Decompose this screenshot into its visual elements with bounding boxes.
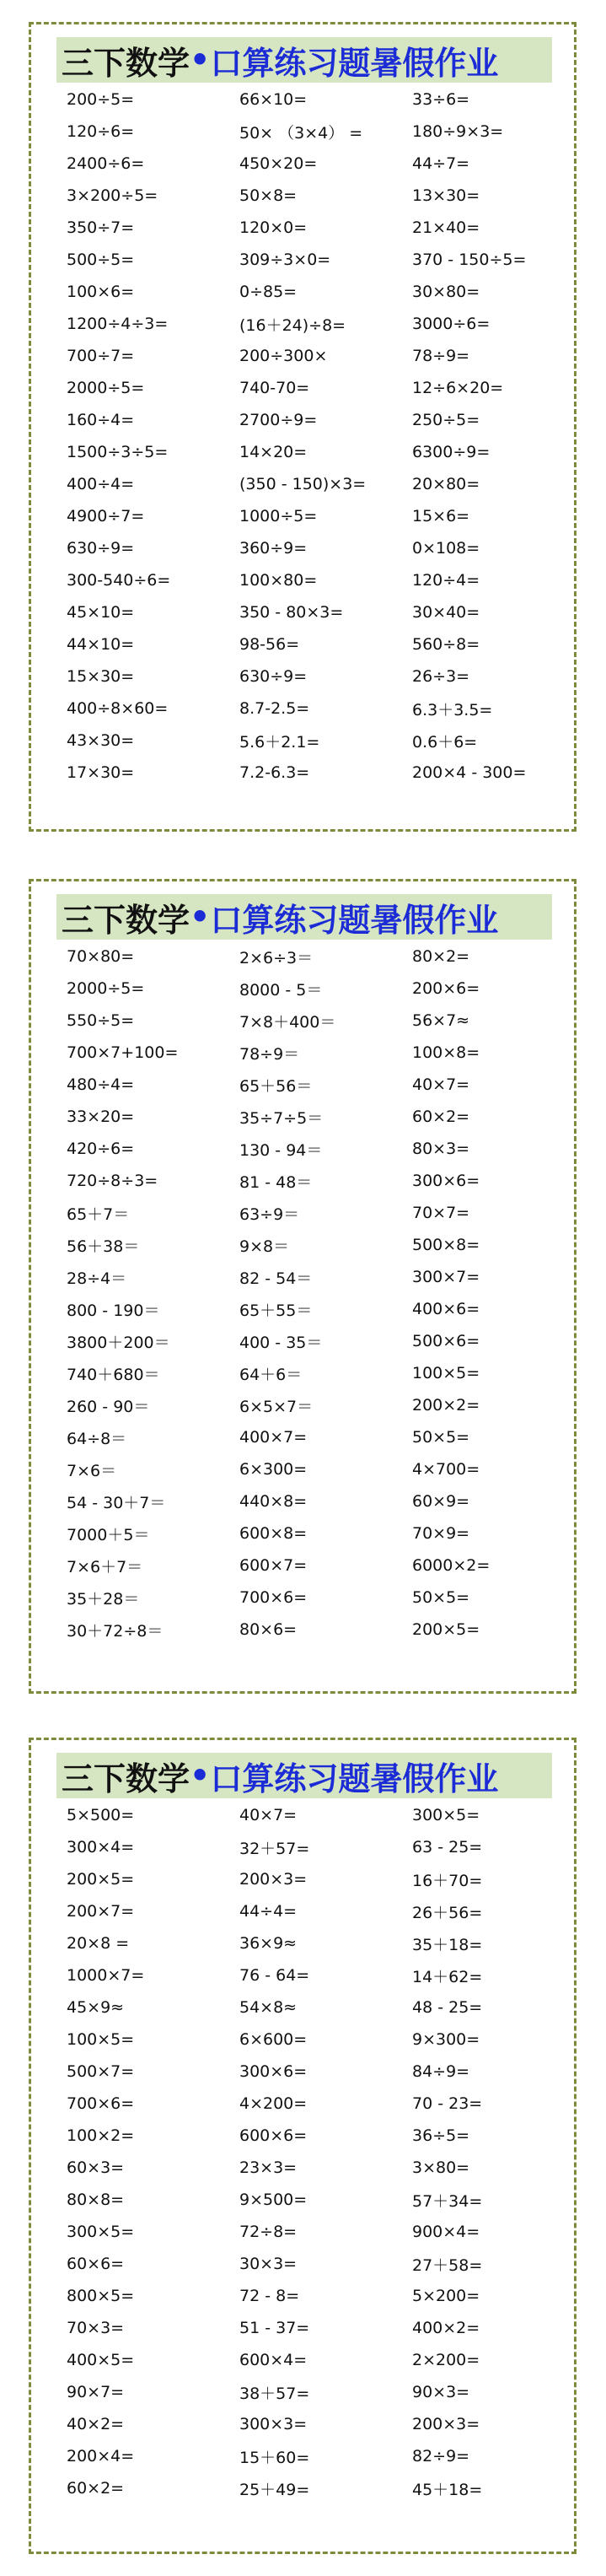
- problem-row: [67, 596, 564, 628]
- worksheet-section-1: [29, 22, 577, 832]
- math-problem: 100×5=: [67, 2030, 135, 2049]
- math-problem: 7.2-6.3=: [239, 763, 310, 782]
- math-problem: 120÷6=: [67, 122, 135, 141]
- math-problem: 1000÷5=: [239, 507, 318, 525]
- math-problem: 700×7+100=: [67, 1043, 179, 1062]
- problem-grid: [67, 1799, 564, 2504]
- math-problem: 100×8=: [412, 1043, 480, 1062]
- math-problem: 36×9≈: [239, 1934, 298, 1953]
- problem-row: [67, 404, 564, 436]
- math-problem: 35＋18=: [412, 1935, 483, 1954]
- math-problem: 70×3=: [67, 2319, 125, 2337]
- math-problem: 56＋38＝: [67, 1237, 140, 1256]
- problem-row: [67, 2088, 564, 2120]
- math-problem: 2700÷9=: [239, 411, 318, 429]
- problem-row: [67, 436, 564, 468]
- math-problem: 12÷6×20=: [412, 379, 504, 397]
- math-problem: 0÷85=: [239, 283, 298, 301]
- math-problem: 100×80=: [239, 571, 318, 590]
- math-problem: 3×200÷5=: [67, 186, 158, 205]
- math-problem: 54 - 30＋7＝: [67, 1493, 166, 1512]
- problem-row: [67, 1069, 564, 1101]
- math-problem: 70×7=: [412, 1204, 470, 1222]
- math-problem: 15×30=: [67, 667, 135, 686]
- problem-grid: [67, 84, 564, 789]
- math-problem: 120÷4=: [412, 571, 480, 590]
- problem-row: [67, 1133, 564, 1165]
- math-problem: 180÷9×3=: [412, 122, 504, 141]
- math-problem: 200×4 - 300=: [412, 763, 527, 782]
- math-problem: 350÷7=: [67, 218, 135, 237]
- math-problem: 600×7=: [239, 1556, 308, 1575]
- math-problem: 7×6＋7＝: [67, 1557, 143, 1576]
- math-problem: 6×600=: [239, 2030, 308, 2049]
- title-subject: 三下数学: [62, 901, 190, 939]
- math-problem: 200×7=: [67, 1902, 135, 1921]
- math-problem: 65＋7＝: [67, 1204, 130, 1224]
- math-problem: 82 - 54＝: [239, 1269, 313, 1288]
- problem-row: [67, 244, 564, 276]
- math-problem: 480÷4=: [67, 1075, 135, 1094]
- math-problem: 45＋18=: [412, 2480, 483, 2499]
- math-problem: 450×20=: [239, 154, 318, 173]
- problem-row: [67, 940, 564, 973]
- problem-row: [67, 2376, 564, 2408]
- math-problem: 27＋58=: [412, 2255, 483, 2275]
- math-problem: 9×500=: [239, 2191, 308, 2209]
- math-problem: 4×700=: [412, 1460, 480, 1479]
- math-problem: 9×8＝: [239, 1237, 290, 1256]
- math-problem: 500×7=: [67, 2062, 135, 2081]
- problem-row: [67, 1517, 564, 1549]
- math-problem: 35＋28＝: [67, 1589, 140, 1609]
- math-problem: 700×6=: [239, 1588, 308, 1607]
- math-problem: 560÷8=: [412, 635, 480, 654]
- title-subject: 三下数学: [62, 1760, 190, 1797]
- math-problem: 5×200=: [412, 2287, 480, 2305]
- math-problem: 6000×2=: [412, 1556, 491, 1575]
- problem-row: [67, 1357, 564, 1389]
- problem-row: [67, 1037, 564, 1069]
- math-problem: 1000×7=: [67, 1966, 145, 1985]
- problem-row: [67, 1229, 564, 1261]
- math-problem: 160÷4=: [67, 411, 135, 429]
- problem-row: [67, 2344, 564, 2376]
- math-problem: 200×4=: [67, 2447, 135, 2466]
- math-problem: 440×8=: [239, 1492, 308, 1511]
- math-problem: 3×80=: [412, 2158, 470, 2177]
- problem-row: [67, 212, 564, 244]
- problem-row: [67, 116, 564, 148]
- math-problem: 400×7=: [239, 1428, 308, 1447]
- math-problem: 4900÷7=: [67, 507, 145, 525]
- problem-row: [67, 2056, 564, 2088]
- math-problem: 16＋70=: [412, 1871, 483, 1890]
- problem-row: [67, 1895, 564, 1927]
- problem-row: [67, 1799, 564, 1831]
- math-problem: 80×3=: [412, 1140, 470, 1158]
- math-problem: 300-540÷6=: [67, 571, 171, 590]
- math-problem: 300×3=: [239, 2415, 308, 2433]
- math-problem: 30＋72÷8＝: [67, 1621, 164, 1641]
- math-problem: 80×2=: [412, 947, 470, 966]
- math-problem: 64＋6＝: [239, 1365, 303, 1384]
- math-problem: 300×7=: [412, 1268, 480, 1286]
- math-problem: 80×8=: [67, 2191, 125, 2209]
- math-problem: 50×5=: [412, 1588, 470, 1607]
- problem-row: [67, 2440, 564, 2472]
- problem-grid: [67, 940, 564, 1646]
- math-problem: 2×6÷3＝: [239, 948, 314, 967]
- math-problem: 309÷3×0=: [239, 251, 331, 269]
- math-problem: 7000＋5＝: [67, 1525, 150, 1544]
- math-problem: 40×2=: [67, 2415, 125, 2433]
- problem-row: [67, 532, 564, 564]
- problem-row: [67, 2120, 564, 2152]
- problem-row: [67, 372, 564, 404]
- math-problem: 80×6=: [239, 1620, 298, 1639]
- problem-row: [67, 2216, 564, 2248]
- math-problem: 200÷5=: [67, 90, 135, 109]
- math-problem: 300×4=: [67, 1838, 135, 1857]
- math-problem: 33×20=: [67, 1107, 135, 1126]
- problem-row: [67, 2184, 564, 2216]
- problem-row: [67, 2248, 564, 2280]
- title-topic: 口算练习题暑假作业: [210, 901, 499, 939]
- math-problem: 65＋55＝: [239, 1301, 313, 1320]
- math-problem: 550÷5=: [67, 1011, 135, 1030]
- problem-row: [67, 340, 564, 372]
- math-problem: 48 - 25=: [412, 1998, 483, 2017]
- math-problem: 76 - 64=: [239, 1966, 310, 1985]
- math-problem: 2000÷5=: [67, 379, 145, 397]
- problem-row: [67, 725, 564, 757]
- math-problem: 600×8=: [239, 1524, 308, 1543]
- math-problem: 45×9≈: [67, 1998, 125, 2017]
- math-problem: 65＋56＝: [239, 1076, 313, 1096]
- math-problem: 72÷8=: [239, 2223, 298, 2241]
- math-problem: 200×5=: [412, 1620, 480, 1639]
- math-problem: 13×30=: [412, 186, 480, 205]
- math-problem: 17×30=: [67, 763, 135, 782]
- math-problem: 54×8≈: [239, 1998, 298, 2017]
- math-problem: 200×3=: [412, 2415, 480, 2433]
- math-problem: 6×300=: [239, 1460, 308, 1479]
- math-problem: 40×7=: [239, 1806, 298, 1824]
- math-problem: 9×300=: [412, 2030, 480, 2049]
- math-problem: 50×5=: [412, 1428, 470, 1447]
- problem-row: [67, 148, 564, 180]
- math-problem: 28÷4＝: [67, 1269, 127, 1288]
- math-problem: 6.3＋3.5=: [412, 700, 493, 719]
- problem-row: [67, 1863, 564, 1895]
- title-subject: 三下数学: [62, 44, 190, 82]
- math-problem: 2000÷5=: [67, 979, 145, 998]
- math-problem: 78÷9＝: [239, 1044, 300, 1064]
- math-problem: 400×6=: [412, 1300, 480, 1318]
- math-problem: 44÷4=: [239, 1902, 298, 1921]
- math-problem: 100×2=: [67, 2126, 135, 2145]
- problem-row: [67, 500, 564, 532]
- math-problem: 500÷5=: [67, 251, 135, 269]
- problem-row: [67, 1831, 564, 1863]
- worksheet-section-2: [29, 879, 577, 1694]
- math-problem: 50×8=: [239, 186, 298, 205]
- math-problem: 2×200=: [412, 2351, 480, 2369]
- math-problem: 400÷4=: [67, 475, 135, 493]
- math-problem: 300×5=: [412, 1806, 480, 1824]
- problem-row: [67, 1005, 564, 1037]
- math-problem: 90×3=: [412, 2383, 470, 2401]
- math-problem: 5.6＋2.1=: [239, 732, 320, 752]
- math-problem: 260 - 90＝: [67, 1397, 150, 1416]
- problem-row: [67, 628, 564, 660]
- math-problem: 33÷6=: [412, 90, 470, 109]
- math-problem: 40×7=: [412, 1075, 470, 1094]
- problem-row: [67, 2152, 564, 2184]
- math-problem: 64÷8＝: [67, 1429, 127, 1448]
- math-problem: 120×0=: [239, 218, 308, 237]
- math-problem: 14＋62=: [412, 1967, 483, 1986]
- math-problem: 2400÷6=: [67, 154, 145, 173]
- math-problem: 51 - 37=: [239, 2319, 310, 2337]
- math-problem: 500×8=: [412, 1236, 480, 1254]
- math-problem: 70×80=: [67, 947, 135, 966]
- math-problem: 82÷9=: [412, 2447, 470, 2466]
- math-problem: 420÷6=: [67, 1140, 135, 1158]
- problem-row: [67, 2472, 564, 2504]
- problem-row: [67, 2408, 564, 2440]
- math-problem: 900×4=: [412, 2223, 480, 2241]
- math-problem: 200×2=: [412, 1396, 480, 1415]
- problem-row: [67, 84, 564, 116]
- problem-row: [67, 2024, 564, 2056]
- math-problem: 800 - 190＝: [67, 1301, 160, 1320]
- math-problem: 130 - 94＝: [239, 1140, 323, 1160]
- math-problem: 30×80=: [412, 283, 480, 301]
- math-problem: 20×80=: [412, 475, 480, 493]
- problem-row: [67, 180, 564, 212]
- math-problem: 90×7=: [67, 2383, 125, 2401]
- problem-row: [67, 1582, 564, 1614]
- math-problem: 60×2=: [412, 1107, 470, 1126]
- math-problem: 600×6=: [239, 2126, 308, 2145]
- math-problem: 200÷300×: [239, 347, 328, 365]
- math-problem: 3000÷6=: [412, 315, 491, 333]
- problem-row: [67, 1959, 564, 1991]
- math-problem: 26＋56=: [412, 1903, 483, 1922]
- problem-row: [67, 1614, 564, 1646]
- problem-row: [67, 1325, 564, 1357]
- math-problem: 1200÷4÷3=: [67, 315, 169, 333]
- worksheet-title: [56, 1753, 552, 1798]
- math-problem: 38＋57=: [239, 2384, 310, 2403]
- problem-row: [67, 1389, 564, 1421]
- problem-row: [67, 1165, 564, 1197]
- math-problem: 700×6=: [67, 2094, 135, 2113]
- math-problem: 45×10=: [67, 603, 135, 622]
- problem-row: [67, 1927, 564, 1959]
- math-problem: 81 - 48＝: [239, 1172, 313, 1192]
- problem-row: [67, 1549, 564, 1582]
- math-problem: 400×2=: [412, 2319, 480, 2337]
- math-problem: 32＋57=: [239, 1839, 310, 1858]
- math-problem: 98-56=: [239, 635, 300, 654]
- math-problem: 100×5=: [412, 1364, 480, 1382]
- title-topic: 口算练习题暑假作业: [210, 1760, 499, 1797]
- math-problem: (350 - 150)×3=: [239, 475, 367, 493]
- problem-row: [67, 564, 564, 596]
- math-problem: 7×8＋400＝: [239, 1012, 336, 1032]
- math-problem: 56×7≈: [412, 1011, 470, 1030]
- math-problem: 63÷9＝: [239, 1204, 300, 1224]
- math-problem: 400×5=: [67, 2351, 135, 2369]
- problem-row: [67, 308, 564, 340]
- math-problem: 60×6=: [67, 2255, 125, 2273]
- math-problem: 7×6＝: [67, 1461, 117, 1480]
- problem-row: [67, 1991, 564, 2024]
- math-problem: 14×20=: [239, 443, 308, 461]
- math-problem: 200×5=: [67, 1870, 135, 1889]
- math-problem: 360÷9=: [239, 539, 308, 558]
- title-topic: 口算练习题暑假作业: [210, 44, 499, 82]
- math-problem: 60×2=: [67, 2479, 125, 2498]
- math-problem: 400 - 35＝: [239, 1333, 323, 1352]
- math-problem: 700÷7=: [67, 347, 135, 365]
- problem-row: [67, 2280, 564, 2312]
- math-problem: 25＋49=: [239, 2480, 310, 2499]
- math-problem: 350 - 80×3=: [239, 603, 344, 622]
- worksheet-section-3: [29, 1738, 577, 2554]
- math-problem: 100×6=: [67, 283, 135, 301]
- math-problem: 30×40=: [412, 603, 480, 622]
- math-problem: 0.6＋6=: [412, 732, 478, 752]
- problem-row: [67, 1293, 564, 1325]
- math-problem: 6300÷9=: [412, 443, 491, 461]
- math-problem: 370 - 150÷5=: [412, 251, 527, 269]
- math-problem: 60×9=: [412, 1492, 470, 1511]
- math-problem: 84÷9=: [412, 2062, 470, 2081]
- math-problem: 70 - 23=: [412, 2094, 483, 2113]
- math-problem: 300×6=: [239, 2062, 308, 2081]
- math-problem: 72 - 8=: [239, 2287, 300, 2305]
- math-problem: 600×4=: [239, 2351, 308, 2369]
- math-problem: 800×5=: [67, 2287, 135, 2305]
- math-problem: 20×8 =: [67, 1934, 130, 1953]
- math-problem: 15×6=: [412, 507, 470, 525]
- math-problem: 44÷7=: [412, 154, 470, 173]
- problem-row: [67, 1421, 564, 1453]
- math-problem: 23×3=: [239, 2158, 298, 2177]
- math-problem: 300×6=: [412, 1172, 480, 1190]
- math-problem: 200×3=: [239, 1870, 308, 1889]
- math-problem: 78÷9=: [412, 347, 470, 365]
- problem-row: [67, 660, 564, 693]
- math-problem: 740＋680＝: [67, 1365, 160, 1384]
- math-problem: 500×6=: [412, 1332, 480, 1350]
- math-problem: 8.7-2.5=: [239, 699, 310, 718]
- math-problem: 36÷5=: [412, 2126, 470, 2145]
- worksheet-title: [56, 894, 552, 940]
- math-problem: 250÷5=: [412, 411, 480, 429]
- math-problem: 630÷9=: [239, 667, 308, 686]
- title-bullet: •: [190, 1757, 211, 1794]
- math-problem: 21×40=: [412, 218, 480, 237]
- worksheet-title: [56, 37, 552, 83]
- problem-row: [67, 276, 564, 308]
- problem-row: [67, 757, 564, 789]
- math-problem: 66×10=: [239, 90, 308, 109]
- problem-row: [67, 1197, 564, 1229]
- math-problem: 57＋34=: [412, 2191, 483, 2211]
- math-problem: 630÷9=: [67, 539, 135, 558]
- math-problem: 3800＋200＝: [67, 1333, 170, 1352]
- math-problem: 720÷8÷3=: [67, 1172, 158, 1190]
- problem-row: [67, 2312, 564, 2344]
- math-problem: 300×5=: [67, 2223, 135, 2241]
- math-problem: 26÷3=: [412, 667, 470, 686]
- problem-row: [67, 468, 564, 500]
- math-problem: 0×108=: [412, 539, 480, 558]
- problem-row: [67, 1485, 564, 1517]
- math-problem: 50× （3×4） =: [239, 123, 363, 143]
- math-problem: (16＋24)÷8=: [239, 315, 346, 335]
- math-problem: 4×200=: [239, 2094, 308, 2113]
- math-problem: 740-70=: [239, 379, 310, 397]
- math-problem: 30×3=: [239, 2255, 298, 2273]
- math-problem: 200×6=: [412, 979, 480, 998]
- problem-row: [67, 693, 564, 725]
- math-problem: 8000 - 5＝: [239, 980, 323, 1000]
- math-problem: 70×9=: [412, 1524, 470, 1543]
- math-problem: 400÷8×60=: [67, 699, 169, 718]
- problem-row: [67, 1101, 564, 1133]
- problem-row: [67, 973, 564, 1005]
- math-problem: 60×3=: [67, 2158, 125, 2177]
- problem-row: [67, 1453, 564, 1485]
- title-bullet: •: [190, 41, 211, 78]
- math-problem: 6×5×7＝: [239, 1397, 314, 1416]
- math-problem: 44×10=: [67, 635, 135, 654]
- math-problem: 1500÷3÷5=: [67, 443, 169, 461]
- math-problem: 5×500=: [67, 1806, 135, 1824]
- math-problem: 35÷7÷5＝: [239, 1108, 324, 1128]
- title-bullet: •: [190, 898, 211, 935]
- math-problem: 43×30=: [67, 731, 135, 750]
- math-problem: 15＋60=: [239, 2448, 310, 2467]
- problem-row: [67, 1261, 564, 1293]
- math-problem: 63 - 25=: [412, 1838, 483, 1857]
